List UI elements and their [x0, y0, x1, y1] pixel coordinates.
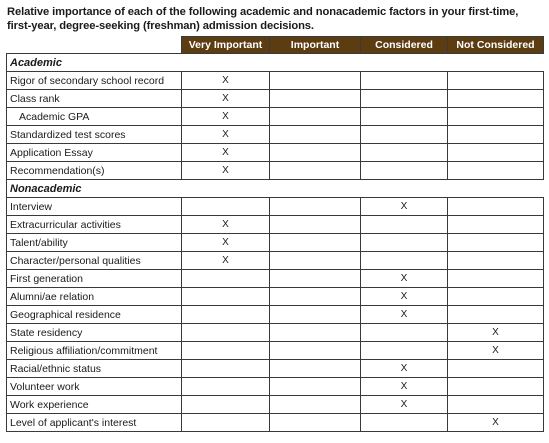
- section-fill-cell: [448, 54, 544, 72]
- factor-label: Religious affiliation/commitment: [7, 342, 182, 360]
- mark-cell: X: [182, 90, 270, 108]
- mark-cell: [270, 162, 361, 180]
- mark-cell: [361, 252, 448, 270]
- mark-cell: [270, 324, 361, 342]
- mark-cell: [270, 234, 361, 252]
- factor-label: Alumni/ae relation: [7, 288, 182, 306]
- table-row: [7, 378, 544, 396]
- mark-cell: [270, 414, 361, 432]
- section-fill-cell: [270, 54, 361, 72]
- mark-cell: X: [182, 72, 270, 90]
- mark-cell: X: [448, 414, 544, 432]
- mark-cell: [361, 414, 448, 432]
- factor-label: Standardized test scores: [7, 126, 182, 144]
- mark-cell: X: [448, 342, 544, 360]
- table-row: [7, 270, 544, 288]
- factor-label: State residency: [7, 324, 182, 342]
- section-fill-cell: [270, 180, 361, 198]
- mark-cell: [270, 342, 361, 360]
- mark-cell: [448, 252, 544, 270]
- section-fill-cell: [182, 180, 270, 198]
- mark-cell: [448, 270, 544, 288]
- mark-cell: X: [361, 270, 448, 288]
- mark-cell: X: [448, 324, 544, 342]
- table-row: [7, 324, 544, 342]
- table-row: [7, 198, 544, 216]
- mark-cell: [270, 198, 361, 216]
- factor-label: Racial/ethnic status: [7, 360, 182, 378]
- mark-cell: X: [182, 216, 270, 234]
- factor-label: Work experience: [7, 396, 182, 414]
- mark-cell: X: [182, 234, 270, 252]
- table-row: [7, 162, 544, 180]
- header-important: Important: [270, 37, 361, 54]
- mark-cell: [270, 306, 361, 324]
- table-row: [7, 108, 544, 126]
- table-row: [7, 342, 544, 360]
- mark-cell: [270, 72, 361, 90]
- table-row: [7, 360, 544, 378]
- factor-label: First generation: [7, 270, 182, 288]
- factor-label: Class rank: [7, 90, 182, 108]
- mark-cell: [182, 306, 270, 324]
- mark-cell: [270, 144, 361, 162]
- mark-cell: [182, 324, 270, 342]
- factor-label: Volunteer work: [7, 378, 182, 396]
- mark-cell: X: [182, 162, 270, 180]
- mark-cell: [182, 360, 270, 378]
- mark-cell: [361, 90, 448, 108]
- mark-cell: [361, 324, 448, 342]
- mark-cell: [361, 216, 448, 234]
- mark-cell: [361, 234, 448, 252]
- mark-cell: [270, 270, 361, 288]
- table-row: [7, 396, 544, 414]
- mark-cell: [448, 198, 544, 216]
- table-row: [7, 288, 544, 306]
- factor-label: Recommendation(s): [7, 162, 182, 180]
- mark-cell: [448, 378, 544, 396]
- mark-cell: [448, 216, 544, 234]
- mark-cell: [270, 90, 361, 108]
- mark-cell: [361, 162, 448, 180]
- mark-cell: [182, 414, 270, 432]
- section-fill-cell: [182, 54, 270, 72]
- mark-cell: [448, 108, 544, 126]
- table-row: [7, 306, 544, 324]
- mark-cell: X: [361, 306, 448, 324]
- table-body: [7, 54, 544, 432]
- mark-cell: [448, 162, 544, 180]
- mark-cell: [182, 288, 270, 306]
- mark-cell: [361, 342, 448, 360]
- mark-cell: [270, 126, 361, 144]
- mark-cell: X: [182, 108, 270, 126]
- mark-cell: X: [361, 378, 448, 396]
- mark-cell: [448, 360, 544, 378]
- table-row: [7, 90, 544, 108]
- section-label: Academic: [7, 54, 182, 72]
- mark-cell: X: [182, 126, 270, 144]
- mark-cell: [361, 144, 448, 162]
- admission-factors-table: [6, 36, 544, 432]
- mark-cell: [448, 288, 544, 306]
- factor-label: Application Essay: [7, 144, 182, 162]
- mark-cell: [448, 144, 544, 162]
- header-not-considered: Not Considered: [448, 37, 544, 54]
- factor-label: Geographical residence: [7, 306, 182, 324]
- mark-cell: [361, 72, 448, 90]
- header-considered: Considered: [361, 37, 448, 54]
- table-row: [7, 252, 544, 270]
- section-fill-cell: [448, 180, 544, 198]
- table-row: [7, 414, 544, 432]
- table-row: [7, 144, 544, 162]
- section-label: Nonacademic: [7, 180, 182, 198]
- mark-cell: [270, 252, 361, 270]
- factor-label: Level of applicant's interest: [7, 414, 182, 432]
- mark-cell: [270, 288, 361, 306]
- mark-cell: X: [361, 396, 448, 414]
- table-row: [7, 234, 544, 252]
- section-fill-cell: [361, 180, 448, 198]
- mark-cell: [448, 396, 544, 414]
- header-corner: [7, 37, 182, 54]
- factor-label: Talent/ability: [7, 234, 182, 252]
- mark-cell: [448, 72, 544, 90]
- mark-cell: [270, 378, 361, 396]
- factor-label: Character/personal qualities: [7, 252, 182, 270]
- factor-label: Interview: [7, 198, 182, 216]
- factor-label: Rigor of secondary school record: [7, 72, 182, 90]
- factor-label: Extracurricular activities: [7, 216, 182, 234]
- mark-cell: [361, 108, 448, 126]
- table-row: [7, 72, 544, 90]
- mark-cell: [361, 126, 448, 144]
- mark-cell: X: [361, 288, 448, 306]
- header-very-important: Very Important: [182, 37, 270, 54]
- mark-cell: [182, 270, 270, 288]
- factor-label: Academic GPA: [7, 108, 182, 126]
- mark-cell: [270, 108, 361, 126]
- section-row-academic: [7, 54, 544, 72]
- table-title: Relative importance of each of the following academic and nonacademic factors in your first-time, first-year, degree-seeking (freshman) admission decisions.: [7, 6, 519, 32]
- mark-cell: [448, 234, 544, 252]
- section-row-nonacademic: [7, 180, 544, 198]
- mark-cell: [270, 216, 361, 234]
- mark-cell: [270, 396, 361, 414]
- section-fill-cell: [361, 54, 448, 72]
- mark-cell: X: [361, 360, 448, 378]
- mark-cell: X: [182, 144, 270, 162]
- table-row: [7, 126, 544, 144]
- mark-cell: [182, 342, 270, 360]
- table-row: [7, 216, 544, 234]
- mark-cell: [182, 378, 270, 396]
- mark-cell: [270, 360, 361, 378]
- header-row: [7, 37, 544, 54]
- mark-cell: X: [361, 198, 448, 216]
- mark-cell: [448, 90, 544, 108]
- mark-cell: [182, 396, 270, 414]
- mark-cell: X: [182, 252, 270, 270]
- mark-cell: [448, 126, 544, 144]
- mark-cell: [448, 306, 544, 324]
- mark-cell: [182, 198, 270, 216]
